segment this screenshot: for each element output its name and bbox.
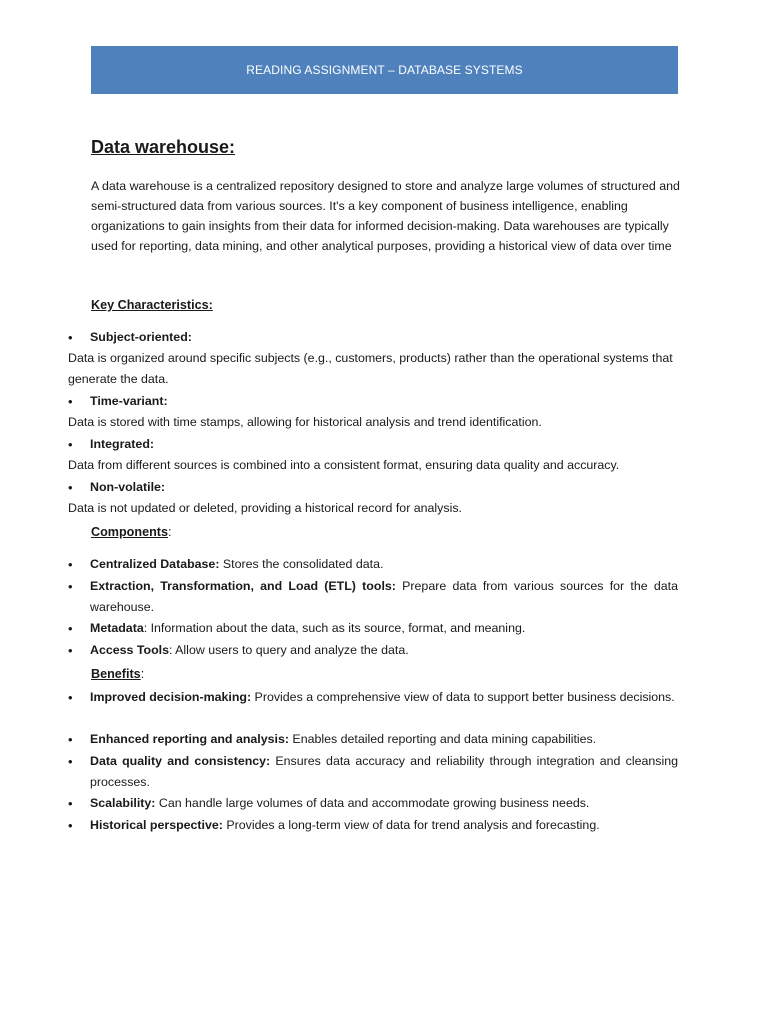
characteristic-label: Integrated:	[90, 437, 155, 451]
benefit-item	[68, 751, 678, 793]
component-text: : Information about the data, such as its source, format, and meaning.	[143, 621, 526, 635]
characteristic-description: Data from different sources is combined into a consistent format, ensuring data quality and accuracy.	[68, 458, 620, 472]
characteristic-description: Data is organized around specific subjects (e.g., customers, products) rather than the operational systems that generate the data.	[68, 351, 673, 386]
component-text: Prepare data from various sources for the data warehouse.	[90, 579, 678, 614]
benefit-label: Scalability:	[90, 796, 156, 810]
bullet-icon: •	[68, 330, 73, 345]
bullet-icon: •	[68, 579, 73, 594]
benefit-item	[68, 793, 678, 814]
bullet-icon: •	[68, 754, 73, 769]
components-heading-colon: :	[167, 525, 172, 539]
bullet-icon: •	[68, 818, 73, 833]
bullet-icon: •	[68, 621, 73, 636]
characteristic-item	[68, 391, 678, 412]
benefits-heading-colon: :	[140, 667, 145, 681]
characteristic-item	[68, 477, 678, 498]
header-banner: READING ASSIGNMENT – DATABASE SYSTEMS	[91, 46, 678, 94]
bullet-icon: •	[68, 557, 73, 572]
component-label: Metadata	[90, 621, 144, 635]
characteristic-label: Time-variant:	[90, 394, 168, 408]
characteristic-description: Data is stored with time stamps, allowing for historical analysis and trend identification.	[68, 415, 542, 429]
benefit-text: Can handle large volumes of data and accommodate growing business needs.	[155, 796, 590, 810]
bullet-icon: •	[68, 480, 73, 495]
benefit-text: Provides a long-term view of data for trend analysis and forecasting.	[222, 818, 600, 832]
component-item	[68, 554, 678, 575]
components-heading-text: Components	[91, 525, 168, 539]
benefit-text: Ensures data accuracy and reliability through integration and cleansing processes.	[90, 754, 678, 789]
benefit-item	[68, 687, 678, 708]
benefit-label: Improved decision-making:	[90, 690, 252, 704]
component-item	[68, 576, 678, 618]
key-characteristics-heading	[91, 298, 213, 312]
benefits-heading-text: Benefits	[91, 667, 141, 681]
benefits-heading	[91, 667, 144, 681]
bullet-icon: •	[68, 437, 73, 452]
characteristic-item	[68, 434, 678, 455]
component-text: Stores the consolidated data.	[219, 557, 384, 571]
intro-paragraph: A data warehouse is a centralized repository designed to store and analyze large volumes of structured and semi-structured data from various sources. It's a key component of business intelligence, enabling organizations to gain insights from their data for informed decision-making. Data warehouses are typically used for reporting, data mining, and other analytical purposes, providing a historical view of data over time	[91, 179, 680, 253]
component-item	[68, 640, 678, 661]
component-label: Access Tools	[90, 643, 169, 657]
benefit-item	[68, 815, 678, 836]
bullet-icon: •	[68, 690, 73, 705]
benefit-text: Provides a comprehensive view of data to support better business decisions.	[251, 690, 675, 704]
benefit-text: Enables detailed reporting and data mining capabilities.	[288, 732, 597, 746]
characteristic-description: Data is not updated or deleted, providing a historical record for analysis.	[68, 501, 462, 515]
characteristic-item	[68, 327, 678, 348]
component-label: Extraction, Transformation, and Load (ETL) tools:	[90, 579, 396, 593]
benefit-item	[68, 729, 678, 750]
component-label: Centralized Database:	[90, 557, 220, 571]
characteristic-label: Subject-oriented:	[90, 330, 192, 344]
benefit-label: Data quality and consistency:	[90, 754, 271, 768]
bullet-icon: •	[68, 732, 73, 747]
benefit-label: Historical perspective:	[90, 818, 223, 832]
benefit-label: Enhanced reporting and analysis:	[90, 732, 289, 746]
characteristic-label: Non-volatile:	[90, 480, 166, 494]
component-item	[68, 618, 678, 639]
page-title: Data warehouse:	[91, 137, 236, 157]
bullet-icon: •	[68, 394, 73, 409]
bullet-icon: •	[68, 643, 73, 658]
key-characteristics-heading-text: Key Characteristics:	[91, 298, 213, 312]
component-text: : Allow users to query and analyze the data.	[168, 643, 409, 657]
bullet-icon: •	[68, 796, 73, 811]
components-heading	[91, 525, 171, 539]
